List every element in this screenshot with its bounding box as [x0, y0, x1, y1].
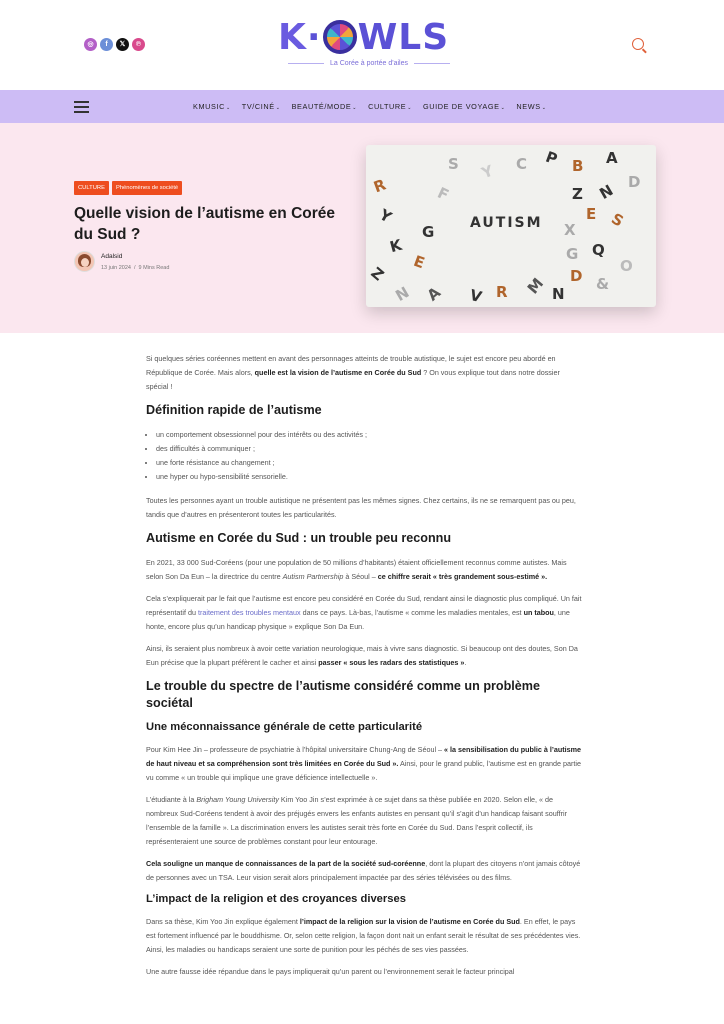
- hamburger-menu-icon[interactable]: [74, 101, 89, 112]
- chevron-down-icon: ⌄: [541, 105, 547, 111]
- logo-letter-k: K: [278, 17, 307, 58]
- site-logo[interactable]: [278, 18, 460, 72]
- hero-image: R Y K Z N G E A S F Y V R M N C P B A Z N D E S X G Q D & O AUTISM: [366, 145, 656, 307]
- nav-item-guide-de-voyage[interactable]: GUIDE DE VOYAGE⌄: [423, 102, 506, 111]
- last-paragraph: Une autre fausse idée répandue dans le pays impliquerait qu’un parent ou l’environnement serait le facteur principal: [146, 967, 515, 976]
- heading-definition: Définition rapide de l’autisme: [146, 403, 322, 417]
- search-icon[interactable]: [632, 38, 644, 50]
- list-item: • des difficultés à communiquer ;: [156, 442, 584, 456]
- chevron-down-icon: ⌄: [407, 105, 413, 111]
- list-item: • une forte résistance au changement ;: [156, 456, 584, 470]
- kim-paragraph: Pour Kim Hee Jin – professeure de psychiatrie à l’hôpital universitaire Chung-Ang de Séoul – « la sensibilisation du public à l’autisme de haut niveau et sa compréhension sont très limitées en Corée du Sud ». Ainsi, pour le grand public, l’autisme est en grande partie vu comme « un trouble qui implique une grave déficience intellectuelle ».: [146, 745, 582, 782]
- chevron-down-icon: ⌄: [225, 105, 231, 111]
- publish-date: 13 juin 2024: [101, 265, 131, 271]
- pinterest-icon[interactable]: ℗: [132, 38, 145, 51]
- heading-spectrum: Le trouble du spectre de l’autisme considéré comme un problème sociétal: [146, 679, 541, 710]
- lack-paragraph: Cela souligne un manque de connaissances de la part de la société sud-coréenne, dont la plupart des citoyens n’ont jamais côtoyé de personnes avec un TSA. Leur vision serait alors principalement impactée par des séries télévisées ou des films.: [146, 859, 581, 882]
- social-links: [84, 38, 145, 51]
- nav-item-tv-cine[interactable]: TV/CINÉ⌄: [241, 102, 281, 111]
- owl-wheel-icon: [323, 20, 357, 54]
- read-time: 9 Mins Read: [138, 265, 170, 271]
- stats-paragraph: En 2021, 33 000 Sud-Coréens (pour une population de 50 millions d’habitants) étaient officiellement reconnus comme autistes. Mais selon Son Da Eun – la directrice du centre Autism Partnership à Séoul – ce chiffre serait « très grandement sous-estimé ».: [146, 558, 567, 581]
- article-body: [146, 352, 584, 987]
- tag-phenomenes[interactable]: Phénomènes de société: [112, 181, 182, 195]
- article-meta: 13 juin 2024 / 9 Mins Read: [101, 265, 170, 271]
- explain-paragraph: Cela s’expliquerait par le fait que l’autisme est encore peu considéré en Corée du Sud, rendant ainsi le diagnostic plus compliqué. Un fait représentatif du traitement des troubles mentaux dans ce pays. Là-bas, l’autisme « comme les maladies mentales, est un tabou, une honte, encore plus qu’un handicap physique » explique Son Da Eun.: [146, 594, 582, 631]
- article-tags: [74, 181, 182, 195]
- article-hero: [0, 123, 724, 333]
- logo-letters: WLS: [357, 17, 450, 58]
- nav-item-beaute-mode[interactable]: BEAUTÉ/MODE⌄: [291, 102, 358, 111]
- definition-list: [146, 428, 584, 484]
- heading-ignorance: Une méconnaissance générale de cette particularité: [146, 721, 423, 733]
- heading-religion: L’impact de la religion et des croyances diverses: [146, 893, 406, 905]
- logo-tagline: La Corée à portée d'ailes: [278, 60, 460, 67]
- logo-wordmark: K· WLS: [278, 17, 450, 58]
- tag-culture[interactable]: CULTURE: [74, 181, 109, 195]
- author-name[interactable]: Adalsid: [101, 253, 123, 260]
- intro-paragraph: Si quelques séries coréennes mettent en avant des personnages atteints de trouble autistique, le sujet est encore peu abordé en République de Corée. Mais alors, quelle est la vision de l’autisme en Corée du Sud ? On vous explique tout dans notre dossier spécial !: [146, 354, 560, 391]
- chevron-down-icon: ⌄: [352, 105, 358, 111]
- facebook-icon[interactable]: f: [100, 38, 113, 51]
- hero-image-word: AUTISM: [470, 215, 543, 231]
- nav-item-culture[interactable]: CULTURE⌄: [368, 102, 413, 111]
- article-title: Quelle vision de l’autisme en Corée du Sud ?: [74, 205, 336, 243]
- religion-paragraph: Dans sa thèse, Kim Yoo Jin explique également l’impact de la religion sur la vision de l’autisme en Corée du Sud. En effet, le pays est fortement influencé par le bouddhisme. Or, selon cette religion, la façon dont nait un enfant serait le résultat de ses précédentes vies. Ainsi, les maladies ou handicaps seraient une sorte de punition pour les péchés de ses vies passées.: [146, 917, 581, 954]
- student-paragraph: L’étudiante à la Brigham Young University Kim Yoo Jin s’est exprimée à ce sujet dans sa thèse publiée en 2020. Selon elle, « de nombreux Sud-Coréens tendent à avoir des préjugés envers les enfants autistes en pensant qu’il s’agit d’un handicap faisant souffrir l’ensemble de la famille ». La discrimination envers les autistes serait très forte en Corée du Sud. Dans l’esprit collectif, ils représenteraient une source de problèmes constant pour leur entourage.: [146, 795, 567, 846]
- instagram-icon[interactable]: ◎: [84, 38, 97, 51]
- avatar[interactable]: [74, 251, 95, 272]
- heading-korea: Autisme en Corée du Sud : un trouble peu reconnu: [146, 531, 452, 545]
- nav-items: [193, 90, 557, 123]
- signs-paragraph: Toutes les personnes ayant un trouble autistique ne présentent pas les mêmes signes. Chez certains, ils ne se remarquent pas ou peu, tandis que d’autres en présenteront toutes les particularités.: [146, 496, 576, 519]
- chevron-down-icon: ⌄: [500, 105, 506, 111]
- x-icon[interactable]: 𝕏: [116, 38, 129, 51]
- nav-item-news[interactable]: NEWS⌄: [516, 102, 547, 111]
- hidden-paragraph: Ainsi, ils seraient plus nombreux à avoir cette variation neurologique, mais à vivre sans diagnostic. Si beaucoup ont des doutes, Son Da Eun précise que la plupart préfèrent le cacher et ainsi passer « sous les radars des statistiques ».: [146, 644, 578, 667]
- nav-item-kmusic[interactable]: KMUSIC⌄: [193, 102, 231, 111]
- mental-disorders-link[interactable]: traitement des troubles mentaux: [197, 608, 301, 617]
- list-item: • un comportement obsessionnel pour des intérêts ou des activités ;: [156, 428, 584, 442]
- main-nav: [0, 90, 724, 123]
- site-header: [0, 0, 724, 90]
- list-item: • une hyper ou hypo-sensibilité sensorielle.: [156, 470, 584, 484]
- chevron-down-icon: ⌄: [275, 105, 281, 111]
